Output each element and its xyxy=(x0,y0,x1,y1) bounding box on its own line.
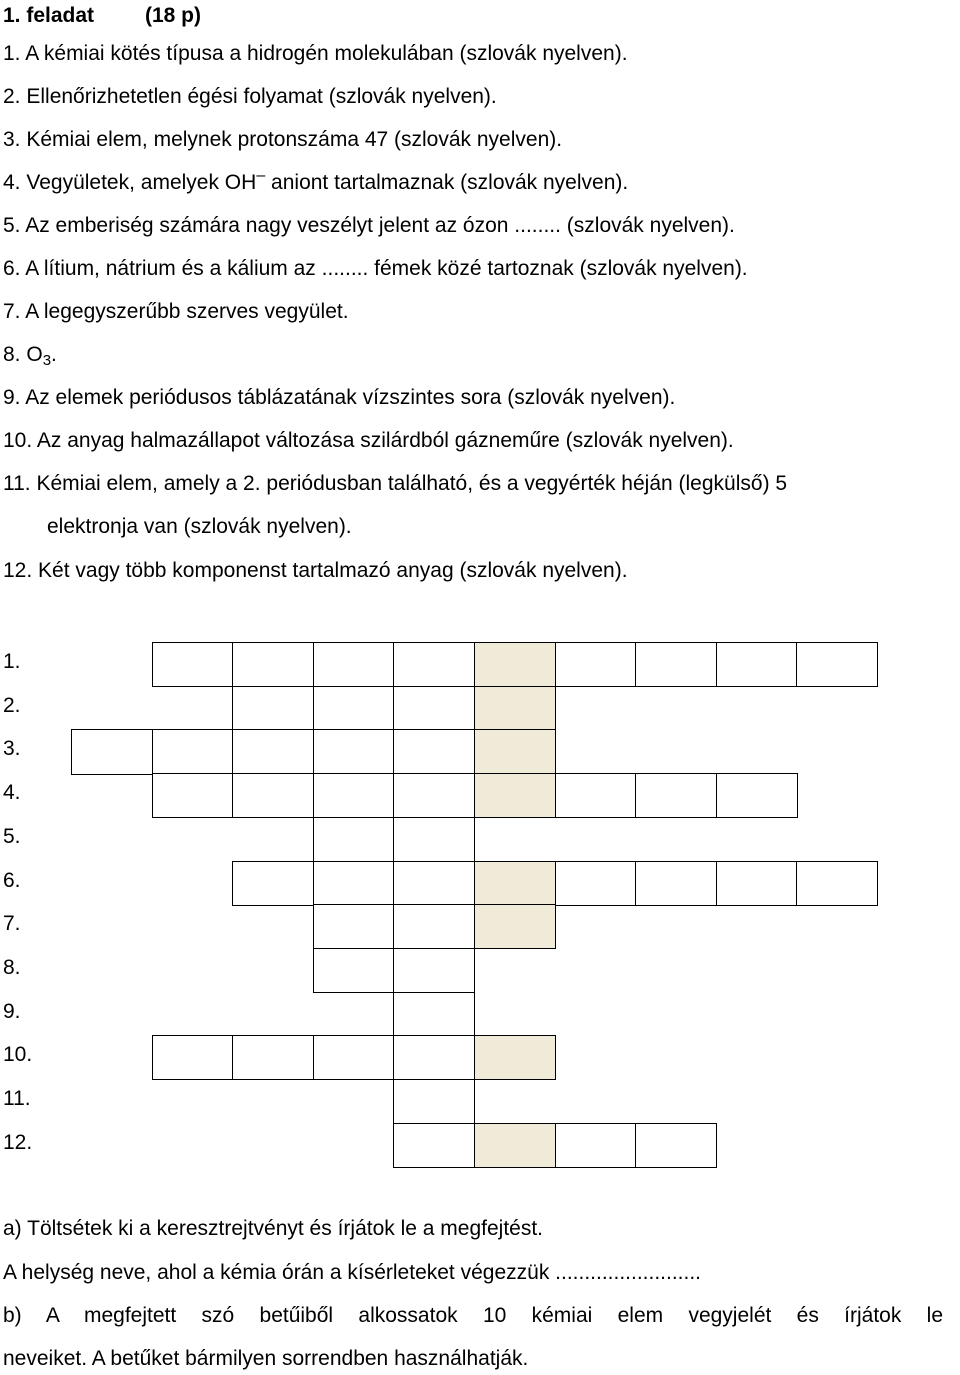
clue-number: 5. xyxy=(3,214,21,237)
clue-1 xyxy=(3,40,628,68)
task-points: (18 p) xyxy=(145,4,202,27)
crossword-cell[interactable] xyxy=(555,642,637,687)
crossword-cell[interactable] xyxy=(313,1035,395,1080)
task-b xyxy=(3,1302,943,1330)
solution-cell[interactable] xyxy=(474,904,556,949)
grid-row-label: 6. xyxy=(3,868,21,892)
crossword-cell[interactable] xyxy=(313,904,395,949)
crossword-cell[interactable] xyxy=(152,1035,234,1080)
clue-2 xyxy=(3,83,497,111)
grid-row-label: 4. xyxy=(3,781,21,805)
clue-10 xyxy=(3,427,734,455)
clue-text: A kémiai kötés típusa a hidrogén molekulában (szlovák nyelven). xyxy=(25,42,628,65)
clue-number: 10. xyxy=(3,429,33,452)
crossword-cell[interactable] xyxy=(555,1123,637,1168)
clue-text: A legegyszerűbb szerves vegyület. xyxy=(25,300,349,323)
crossword-cell[interactable] xyxy=(635,861,717,906)
crossword-cell[interactable] xyxy=(313,948,395,993)
clue-number: 11. xyxy=(3,472,31,495)
charge-superscript: – xyxy=(256,167,266,184)
crossword-cell[interactable] xyxy=(313,686,395,731)
crossword-cell[interactable] xyxy=(555,773,637,818)
clue-text: Az emberiség számára nagy veszélyt jelent az ózon ........ (szlovák nyelven). xyxy=(25,214,735,237)
task-a-text: a) Töltsétek ki a keresztrejtvényt és írjátok le a megfejtést. xyxy=(3,1217,544,1240)
task-title xyxy=(3,2,202,30)
clue-6 xyxy=(3,255,748,283)
crossword-cell[interactable] xyxy=(635,1123,717,1168)
task-b-text: b) A megfejtett szó betűiből alkossatok 10 kémiai elem vegyjelét és írjátok le xyxy=(3,1304,943,1327)
crossword-cell[interactable] xyxy=(393,948,475,993)
grid-row-label: 8. xyxy=(3,955,21,979)
clue-text: Ellenőrizhetetlen égési folyamat (szlovák nyelven). xyxy=(26,85,497,108)
solution-cell[interactable] xyxy=(474,686,556,731)
crossword-cell[interactable] xyxy=(716,861,798,906)
solution-cell[interactable] xyxy=(474,729,556,774)
clue-number: 3. xyxy=(3,128,21,151)
crossword-cell[interactable] xyxy=(232,642,314,687)
grid-row-label: 1. xyxy=(3,650,21,673)
grid-row-label: 11. xyxy=(3,1087,31,1110)
crossword-cell[interactable] xyxy=(393,817,475,862)
clue-text: A lítium, nátrium és a kálium az ........ fémek közé tartoznak (szlovák nyelven). xyxy=(25,257,748,280)
crossword-cell[interactable] xyxy=(232,729,314,774)
clue-text: Kémiai elem, melynek protonszáma 47 (szlovák nyelven). xyxy=(26,128,563,151)
crossword-cell[interactable] xyxy=(152,729,234,774)
clue-8 xyxy=(3,341,57,371)
clue-number: 9. xyxy=(3,386,21,409)
solution-cell[interactable] xyxy=(474,642,556,687)
clue-11 xyxy=(3,470,787,498)
grid-row-label: 12. xyxy=(3,1130,33,1154)
clue-number: 1. xyxy=(3,42,21,65)
clue-number: 6. xyxy=(3,257,21,280)
crossword-cell[interactable] xyxy=(393,1035,475,1080)
crossword-cell[interactable] xyxy=(71,729,153,774)
crossword-cell[interactable] xyxy=(393,686,475,731)
crossword-cell[interactable] xyxy=(313,861,395,906)
formula-subscript: 3 xyxy=(42,352,52,369)
clue-3 xyxy=(3,126,562,154)
task-title-label: 1. feladat xyxy=(3,4,95,27)
crossword-cell[interactable] xyxy=(393,1123,475,1168)
clue-5 xyxy=(3,212,735,240)
clue-9 xyxy=(3,384,675,412)
clue-11-continuation xyxy=(47,513,352,541)
crossword-cell[interactable] xyxy=(393,729,475,774)
crossword-cell[interactable] xyxy=(635,642,717,687)
clue-number: 12. xyxy=(3,559,33,582)
clue-12 xyxy=(3,557,628,585)
clue-text: Az elemek periódusos táblázatának vízszintes sora (szlovák nyelven). xyxy=(25,386,676,409)
crossword-cell[interactable] xyxy=(555,861,637,906)
task-b-continuation xyxy=(3,1345,528,1373)
clue-text: Kémiai elem, amely a 2. periódusban található, és a vegyérték héján (legkülső) 5 xyxy=(36,472,788,495)
task-a xyxy=(3,1215,543,1243)
crossword-cell[interactable] xyxy=(796,861,878,906)
solution-cell[interactable] xyxy=(474,1035,556,1080)
clue-number: 8. xyxy=(3,343,21,366)
solution-cell[interactable] xyxy=(474,861,556,906)
crossword-cell[interactable] xyxy=(313,773,395,818)
crossword-cell[interactable] xyxy=(393,904,475,949)
grid-row-label: 3. xyxy=(3,737,21,761)
crossword-cell[interactable] xyxy=(313,642,395,687)
grid-row-label: 10. xyxy=(3,1043,33,1067)
crossword-cell[interactable] xyxy=(232,861,314,906)
clue-7 xyxy=(3,298,349,326)
crossword-cell[interactable] xyxy=(313,817,395,862)
clue-text-rest: aniont tartalmaznak (szlovák nyelven). xyxy=(265,171,629,194)
grid-row-label: 5. xyxy=(3,824,21,848)
task-b-text-cont: neveiket. A betűket bármilyen sorrendben használhatják. xyxy=(3,1347,529,1370)
clue-text: Vegyületek, amelyek OH xyxy=(26,171,257,194)
solution-cell[interactable] xyxy=(474,773,556,818)
clue-4 xyxy=(3,169,628,199)
crossword-cell[interactable] xyxy=(393,1079,475,1124)
crossword-cell[interactable] xyxy=(796,642,878,687)
clue-text: Két vagy több komponenst tartalmazó anyag (szlovák nyelven). xyxy=(38,559,628,582)
crossword-cell[interactable] xyxy=(393,773,475,818)
grid-row-label: 7. xyxy=(3,912,21,936)
crossword-cell[interactable] xyxy=(152,773,234,818)
crossword-cell[interactable] xyxy=(393,861,475,906)
place-question-text: A helység neve, ahol a kémia órán a kísérleteket végezzük ......................... xyxy=(3,1261,702,1284)
crossword-cell[interactable] xyxy=(716,773,798,818)
crossword-cell[interactable] xyxy=(635,773,717,818)
clue-number: 7. xyxy=(3,300,21,323)
clue-number: 4. xyxy=(3,171,21,194)
clue-text: Az anyag halmazállapot változása szilárdból gázneműre (szlovák nyelven). xyxy=(36,429,734,452)
grid-row-label: 2. xyxy=(3,693,21,717)
crossword-cell[interactable] xyxy=(393,992,475,1037)
crossword-cell[interactable] xyxy=(716,642,798,687)
crossword-cell[interactable] xyxy=(393,642,475,687)
solution-cell[interactable] xyxy=(474,1123,556,1168)
grid-row-label: 9. xyxy=(3,999,21,1023)
clue-text-rest: . xyxy=(51,343,57,366)
crossword-cell[interactable] xyxy=(232,773,314,818)
crossword-cell[interactable] xyxy=(313,729,395,774)
clue-number: 2. xyxy=(3,85,21,108)
crossword-cell[interactable] xyxy=(232,1035,314,1080)
crossword-cell[interactable] xyxy=(152,642,234,687)
clue-text: O xyxy=(26,343,43,366)
crossword-cell[interactable] xyxy=(232,686,314,731)
place-question xyxy=(3,1259,701,1287)
clue-text: elektronja van (szlovák nyelven). xyxy=(47,515,352,538)
